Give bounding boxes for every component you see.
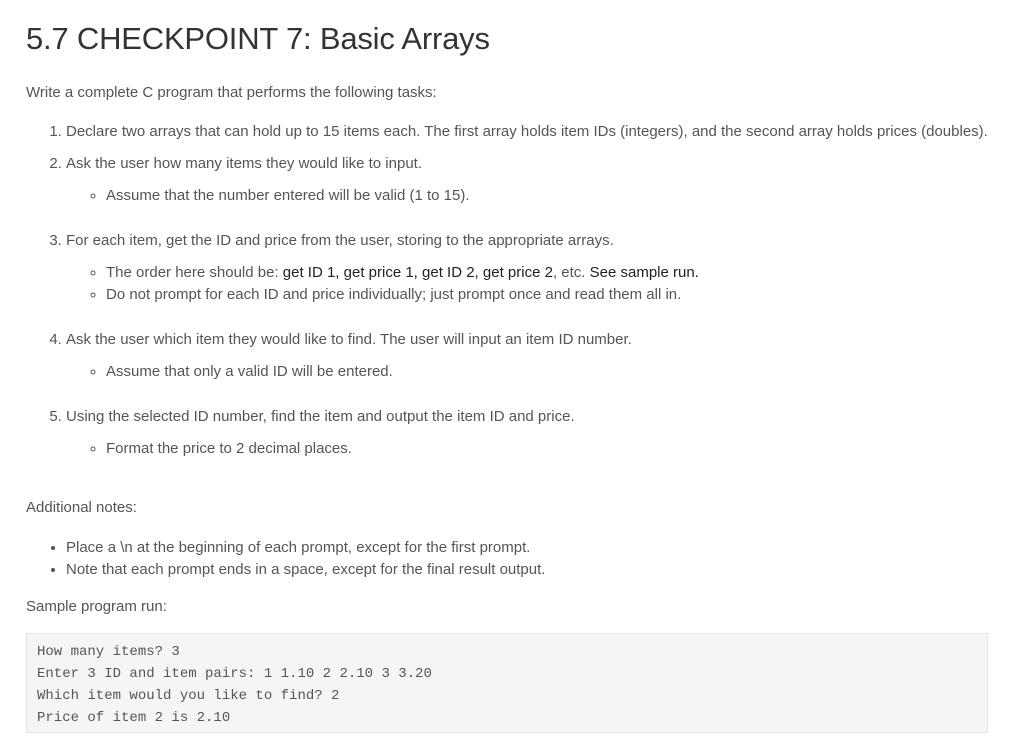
additional-notes-label: Additional notes: — [26, 499, 137, 516]
page-title: 5.7 CHECKPOINT 7: Basic Arrays — [26, 21, 490, 56]
note-item: • Place a \n at the beginning of each prompt, except for the first prompt. — [66, 537, 990, 559]
task-item-2 — [66, 153, 990, 207]
task-text: For each item, get the ID and price from the user, storing to the appropriate arrays. — [66, 232, 614, 249]
task-item-4 — [66, 329, 990, 383]
sub-list — [66, 438, 990, 460]
sub-item-emphasis: get ID 1, get price 1, get ID 2, get price 2 — [282, 264, 553, 281]
task-text: Ask the user how many items they would like to input. — [66, 155, 423, 172]
code-line: Price of item 2 is 2.10 — [37, 710, 231, 726]
task-item-5 — [66, 406, 990, 460]
code-line: Enter 3 ID and item pairs: 1 1.10 2 2.10 3 3.20 — [37, 666, 432, 682]
code-line: How many items? 3 — [37, 644, 180, 660]
sample-run-label: Sample program run: — [26, 598, 167, 615]
sub-item — [106, 262, 990, 284]
sub-item-middle: , etc. — [552, 264, 590, 281]
sub-list — [66, 262, 990, 306]
sub-item: ◦ Assume that only a valid ID will be entered. — [106, 361, 990, 383]
task-list — [26, 121, 990, 460]
notes-list — [26, 537, 990, 581]
sub-list — [66, 185, 990, 207]
sub-item: ◦ Format the price to 2 decimal places. — [106, 438, 990, 460]
task-text: Using the selected ID number, find the item and output the item ID and price. — [66, 408, 575, 425]
sample-run-code-block — [26, 633, 988, 733]
sub-item-prefix: The order here should be: — [106, 264, 283, 281]
sub-item: ◦ Do not prompt for each ID and price individually; just prompt once and read them all in. — [106, 284, 990, 306]
task-text: Ask the user which item they would like to find. The user will input an item ID number. — [66, 331, 632, 348]
sub-item-emphasis-2: See sample run. — [589, 264, 699, 281]
task-text: Declare two arrays that can hold up to 15 items each. The first array holds item IDs (integers), and the second array holds prices (doubles). — [66, 123, 988, 140]
task-item-1 — [66, 121, 990, 143]
task-item-3 — [66, 230, 990, 306]
sub-item: ◦ Assume that the number entered will be valid (1 to 15). — [106, 185, 990, 207]
intro-text: Write a complete C program that performs the following tasks: — [26, 84, 437, 101]
sub-list — [66, 361, 990, 383]
code-line: Which item would you like to find? 2 — [37, 688, 340, 704]
note-item: • Note that each prompt ends in a space, except for the final result output. — [66, 559, 990, 581]
